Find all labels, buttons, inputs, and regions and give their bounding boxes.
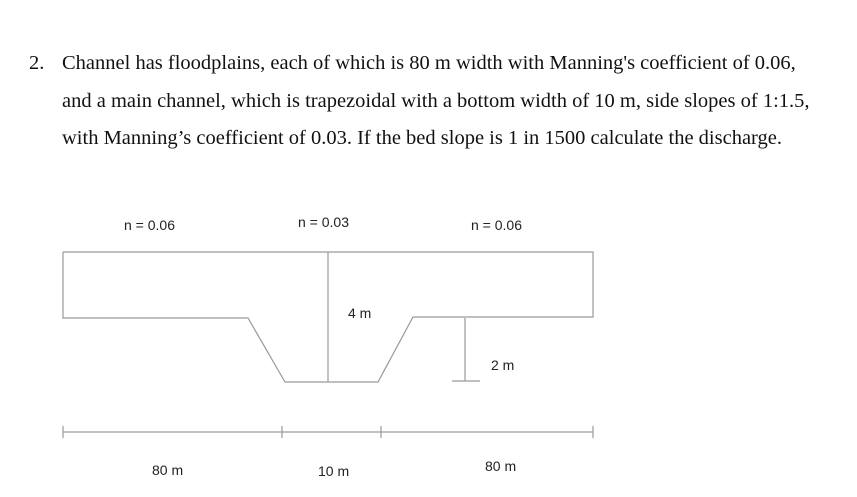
n-main-label: n = 0.03: [298, 214, 349, 230]
problem-line-3: with Manning’s coefficient of 0.03. If the bed slope is 1 in 1500 calculate the discharge.: [62, 127, 782, 149]
main-depth-label: 4 m: [348, 305, 372, 321]
width-right-label: 80 m: [485, 458, 517, 474]
problem-line-2: and a main channel, which is trapezoidal with a bottom width of 10 m, side slopes of 1:1.5,: [62, 90, 810, 112]
floodplain-depth-label: 2 m: [491, 357, 515, 373]
n-right-label: n = 0.06: [471, 217, 522, 233]
problem-number: 2.: [29, 52, 45, 74]
width-main-label: 10 m: [318, 463, 350, 479]
n-left-label: n = 0.06: [124, 217, 175, 233]
width-left-label: 80 m: [152, 462, 184, 478]
problem-line-1: Channel has floodplains, each of which is 80 m width with Manning's coefficient of 0.06,: [62, 52, 796, 74]
